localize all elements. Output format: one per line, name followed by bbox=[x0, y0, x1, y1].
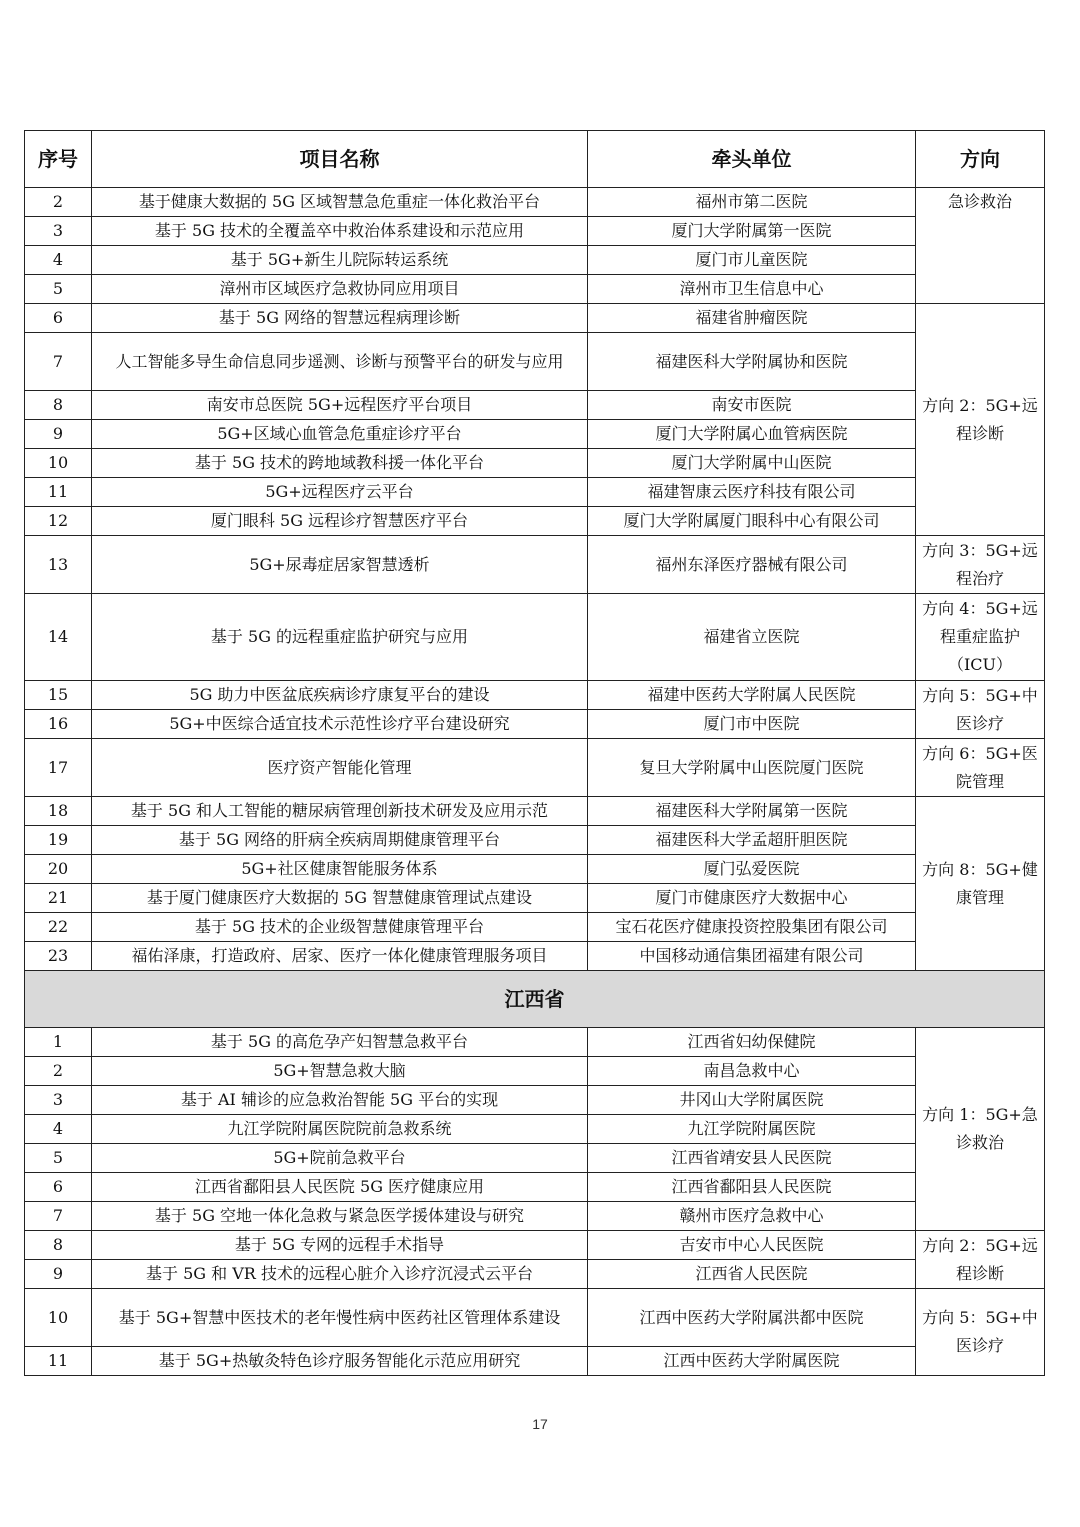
row-direction: 方向 5：5G+中医诊疗 bbox=[916, 1289, 1045, 1376]
row-no: 7 bbox=[25, 333, 92, 391]
row-lead: 南安市医院 bbox=[588, 391, 916, 420]
row-no: 5 bbox=[25, 1144, 92, 1173]
row-no: 6 bbox=[25, 304, 92, 333]
row-direction: 方向 2：5G+远程诊断 bbox=[916, 1231, 1045, 1289]
row-direction: 方向 4：5G+远程重症监护（ICU） bbox=[916, 594, 1045, 681]
row-name: 医疗资产智能化管理 bbox=[92, 739, 588, 797]
row-lead: 厦门大学附属心血管病医院 bbox=[588, 420, 916, 449]
row-name: 基于 5G+热敏灸特色诊疗服务智能化示范应用研究 bbox=[92, 1347, 588, 1376]
table-row bbox=[25, 304, 1045, 333]
row-lead: 厦门市儿童医院 bbox=[588, 246, 916, 275]
row-lead: 厦门市中医院 bbox=[588, 710, 916, 739]
row-lead: 厦门弘爱医院 bbox=[588, 855, 916, 884]
row-no: 15 bbox=[25, 681, 92, 710]
section-title: 江西省 bbox=[25, 971, 1045, 1028]
row-lead: 江西中医药大学附属医院 bbox=[588, 1347, 916, 1376]
table-row bbox=[25, 913, 1045, 942]
table-row bbox=[25, 1057, 1045, 1086]
row-no: 22 bbox=[25, 913, 92, 942]
table-row bbox=[25, 1202, 1045, 1231]
row-no: 2 bbox=[25, 1057, 92, 1086]
row-lead: 厦门大学附属第一医院 bbox=[588, 217, 916, 246]
row-no: 3 bbox=[25, 1086, 92, 1115]
row-lead: 江西中医药大学附属洪都中医院 bbox=[588, 1289, 916, 1347]
row-lead: 南昌急救中心 bbox=[588, 1057, 916, 1086]
row-name: 南安市总医院 5G+远程医疗平台项目 bbox=[92, 391, 588, 420]
table-row bbox=[25, 710, 1045, 739]
row-name: 基于 AI 辅诊的应急救治智能 5G 平台的实现 bbox=[92, 1086, 588, 1115]
table-row bbox=[25, 942, 1045, 971]
row-name: 5G+社区健康智能服务体系 bbox=[92, 855, 588, 884]
row-name: 5G+区域心血管急危重症诊疗平台 bbox=[92, 420, 588, 449]
row-name: 基于 5G 技术的全覆盖卒中救治体系建设和示范应用 bbox=[92, 217, 588, 246]
row-name: 基于健康大数据的 5G 区域智慧急危重症一体化救治平台 bbox=[92, 188, 588, 217]
row-no: 14 bbox=[25, 594, 92, 681]
row-name: 基于 5G 网络的智慧远程病理诊断 bbox=[92, 304, 588, 333]
row-direction: 方向 3：5G+远程治疗 bbox=[916, 536, 1045, 594]
row-lead: 福建中医药大学附属人民医院 bbox=[588, 681, 916, 710]
row-name: 5G+尿毒症居家智慧透析 bbox=[92, 536, 588, 594]
table-row bbox=[25, 884, 1045, 913]
page-number: 17 bbox=[532, 1416, 548, 1432]
row-no: 4 bbox=[25, 1115, 92, 1144]
table-row bbox=[25, 217, 1045, 246]
table-row bbox=[25, 1260, 1045, 1289]
row-no: 13 bbox=[25, 536, 92, 594]
row-name: 漳州市区域医疗急救协同应用项目 bbox=[92, 275, 588, 304]
row-direction: 方向 2：5G+远程诊断 bbox=[916, 304, 1045, 536]
table-row bbox=[25, 507, 1045, 536]
table-row bbox=[25, 1347, 1045, 1376]
row-lead: 漳州市卫生信息中心 bbox=[588, 275, 916, 304]
row-lead: 吉安市中心人民医院 bbox=[588, 1231, 916, 1260]
row-name: 5G+院前急救平台 bbox=[92, 1144, 588, 1173]
row-no: 20 bbox=[25, 855, 92, 884]
row-no: 21 bbox=[25, 884, 92, 913]
row-no: 18 bbox=[25, 797, 92, 826]
row-lead: 江西省妇幼保健院 bbox=[588, 1028, 916, 1057]
row-lead: 福建智康云医疗科技有限公司 bbox=[588, 478, 916, 507]
row-no: 10 bbox=[25, 1289, 92, 1347]
header-lead: 牵头单位 bbox=[588, 131, 916, 188]
row-name: 厦门眼科 5G 远程诊疗智慧医疗平台 bbox=[92, 507, 588, 536]
table-row bbox=[25, 1231, 1045, 1260]
row-lead: 复旦大学附属中山医院厦门医院 bbox=[588, 739, 916, 797]
table-row bbox=[25, 855, 1045, 884]
row-lead: 中国移动通信集团福建有限公司 bbox=[588, 942, 916, 971]
row-name: 5G 助力中医盆底疾病诊疗康复平台的建设 bbox=[92, 681, 588, 710]
row-lead: 九江学院附属医院 bbox=[588, 1115, 916, 1144]
row-no: 12 bbox=[25, 507, 92, 536]
table-row bbox=[25, 1173, 1045, 1202]
row-name: 基于 5G 和 VR 技术的远程心脏介入诊疗沉浸式云平台 bbox=[92, 1260, 588, 1289]
table-row bbox=[25, 420, 1045, 449]
row-no: 7 bbox=[25, 1202, 92, 1231]
row-name: 九江学院附属医院院前急救系统 bbox=[92, 1115, 588, 1144]
row-lead: 福建省肿瘤医院 bbox=[588, 304, 916, 333]
row-no: 1 bbox=[25, 1028, 92, 1057]
row-name: 5G+远程医疗云平台 bbox=[92, 478, 588, 507]
row-no: 11 bbox=[25, 478, 92, 507]
row-no: 11 bbox=[25, 1347, 92, 1376]
row-no: 10 bbox=[25, 449, 92, 478]
row-no: 3 bbox=[25, 217, 92, 246]
row-name: 5G+智慧急救大脑 bbox=[92, 1057, 588, 1086]
table-row bbox=[25, 1115, 1045, 1144]
table-row bbox=[25, 188, 1045, 217]
row-lead: 福建医科大学附属第一医院 bbox=[588, 797, 916, 826]
row-direction: 方向 8：5G+健康管理 bbox=[916, 797, 1045, 971]
row-name: 江西省鄱阳县人民医院 5G 医疗健康应用 bbox=[92, 1173, 588, 1202]
row-name: 基于 5G 的高危孕产妇智慧急救平台 bbox=[92, 1028, 588, 1057]
row-lead: 江西省靖安县人民医院 bbox=[588, 1144, 916, 1173]
row-no: 5 bbox=[25, 275, 92, 304]
row-lead: 福建省立医院 bbox=[588, 594, 916, 681]
row-lead: 江西省鄱阳县人民医院 bbox=[588, 1173, 916, 1202]
row-name: 基于 5G 空地一体化急救与紧急医学援体建设与研究 bbox=[92, 1202, 588, 1231]
row-no: 9 bbox=[25, 1260, 92, 1289]
row-no: 8 bbox=[25, 1231, 92, 1260]
row-name: 5G+中医综合适宜技术示范性诊疗平台建设研究 bbox=[92, 710, 588, 739]
row-name: 基于 5G 专网的远程手术指导 bbox=[92, 1231, 588, 1260]
row-lead: 江西省人民医院 bbox=[588, 1260, 916, 1289]
header-name: 项目名称 bbox=[92, 131, 588, 188]
table-row bbox=[25, 246, 1045, 275]
row-no: 23 bbox=[25, 942, 92, 971]
row-name: 基于 5G 技术的跨地域教科援一体化平台 bbox=[92, 449, 588, 478]
table-row bbox=[25, 681, 1045, 710]
row-no: 9 bbox=[25, 420, 92, 449]
table-row bbox=[25, 1028, 1045, 1057]
table-row bbox=[25, 1144, 1045, 1173]
row-no: 16 bbox=[25, 710, 92, 739]
row-lead: 福建医科大学附属协和医院 bbox=[588, 333, 916, 391]
row-no: 19 bbox=[25, 826, 92, 855]
table-row bbox=[25, 1289, 1045, 1347]
row-lead: 赣州市医疗急救中心 bbox=[588, 1202, 916, 1231]
row-no: 2 bbox=[25, 188, 92, 217]
row-name: 基于 5G+新生儿院际转运系统 bbox=[92, 246, 588, 275]
row-name: 基于厦门健康医疗大数据的 5G 智慧健康管理试点建设 bbox=[92, 884, 588, 913]
row-no: 8 bbox=[25, 391, 92, 420]
row-direction: 方向 6：5G+医院管理 bbox=[916, 739, 1045, 797]
table-row bbox=[25, 449, 1045, 478]
table-row bbox=[25, 1086, 1045, 1115]
row-lead: 厦门大学附属中山医院 bbox=[588, 449, 916, 478]
row-direction: 急诊救治 bbox=[916, 188, 1045, 304]
table-row bbox=[25, 478, 1045, 507]
row-name: 基于 5G 的远程重症监护研究与应用 bbox=[92, 594, 588, 681]
project-table bbox=[24, 130, 1045, 1376]
row-no: 6 bbox=[25, 1173, 92, 1202]
table-row bbox=[25, 536, 1045, 594]
row-name: 人工智能多导生命信息同步遥测、诊断与预警平台的研发与应用 bbox=[92, 333, 588, 391]
row-no: 17 bbox=[25, 739, 92, 797]
row-name: 基于 5G+智慧中医技术的老年慢性病中医药社区管理体系建设 bbox=[92, 1289, 588, 1347]
row-direction: 方向 1：5G+急诊救治 bbox=[916, 1028, 1045, 1231]
table-row bbox=[25, 826, 1045, 855]
row-lead: 井冈山大学附属医院 bbox=[588, 1086, 916, 1115]
row-name: 福佑泽康，打造政府、居家、医疗一体化健康管理服务项目 bbox=[92, 942, 588, 971]
row-lead: 福州东泽医疗器械有限公司 bbox=[588, 536, 916, 594]
table-row bbox=[25, 333, 1045, 391]
row-lead: 福建医科大学孟超肝胆医院 bbox=[588, 826, 916, 855]
section-header bbox=[25, 971, 1045, 1028]
header-direction: 方向 bbox=[916, 131, 1045, 188]
table-row bbox=[25, 594, 1045, 681]
table-row bbox=[25, 391, 1045, 420]
header-no: 序号 bbox=[25, 131, 92, 188]
row-name: 基于 5G 网络的肝病全疾病周期健康管理平台 bbox=[92, 826, 588, 855]
row-lead: 厦门大学附属厦门眼科中心有限公司 bbox=[588, 507, 916, 536]
row-lead: 宝石花医疗健康投资控股集团有限公司 bbox=[588, 913, 916, 942]
row-name: 基于 5G 技术的企业级智慧健康管理平台 bbox=[92, 913, 588, 942]
table-row bbox=[25, 739, 1045, 797]
header-row bbox=[25, 131, 1045, 188]
table-row bbox=[25, 797, 1045, 826]
row-name: 基于 5G 和人工智能的糖尿病管理创新技术研发及应用示范 bbox=[92, 797, 588, 826]
row-lead: 福州市第二医院 bbox=[588, 188, 916, 217]
table-row bbox=[25, 275, 1045, 304]
row-lead: 厦门市健康医疗大数据中心 bbox=[588, 884, 916, 913]
row-no: 4 bbox=[25, 246, 92, 275]
row-direction: 方向 5：5G+中医诊疗 bbox=[916, 681, 1045, 739]
